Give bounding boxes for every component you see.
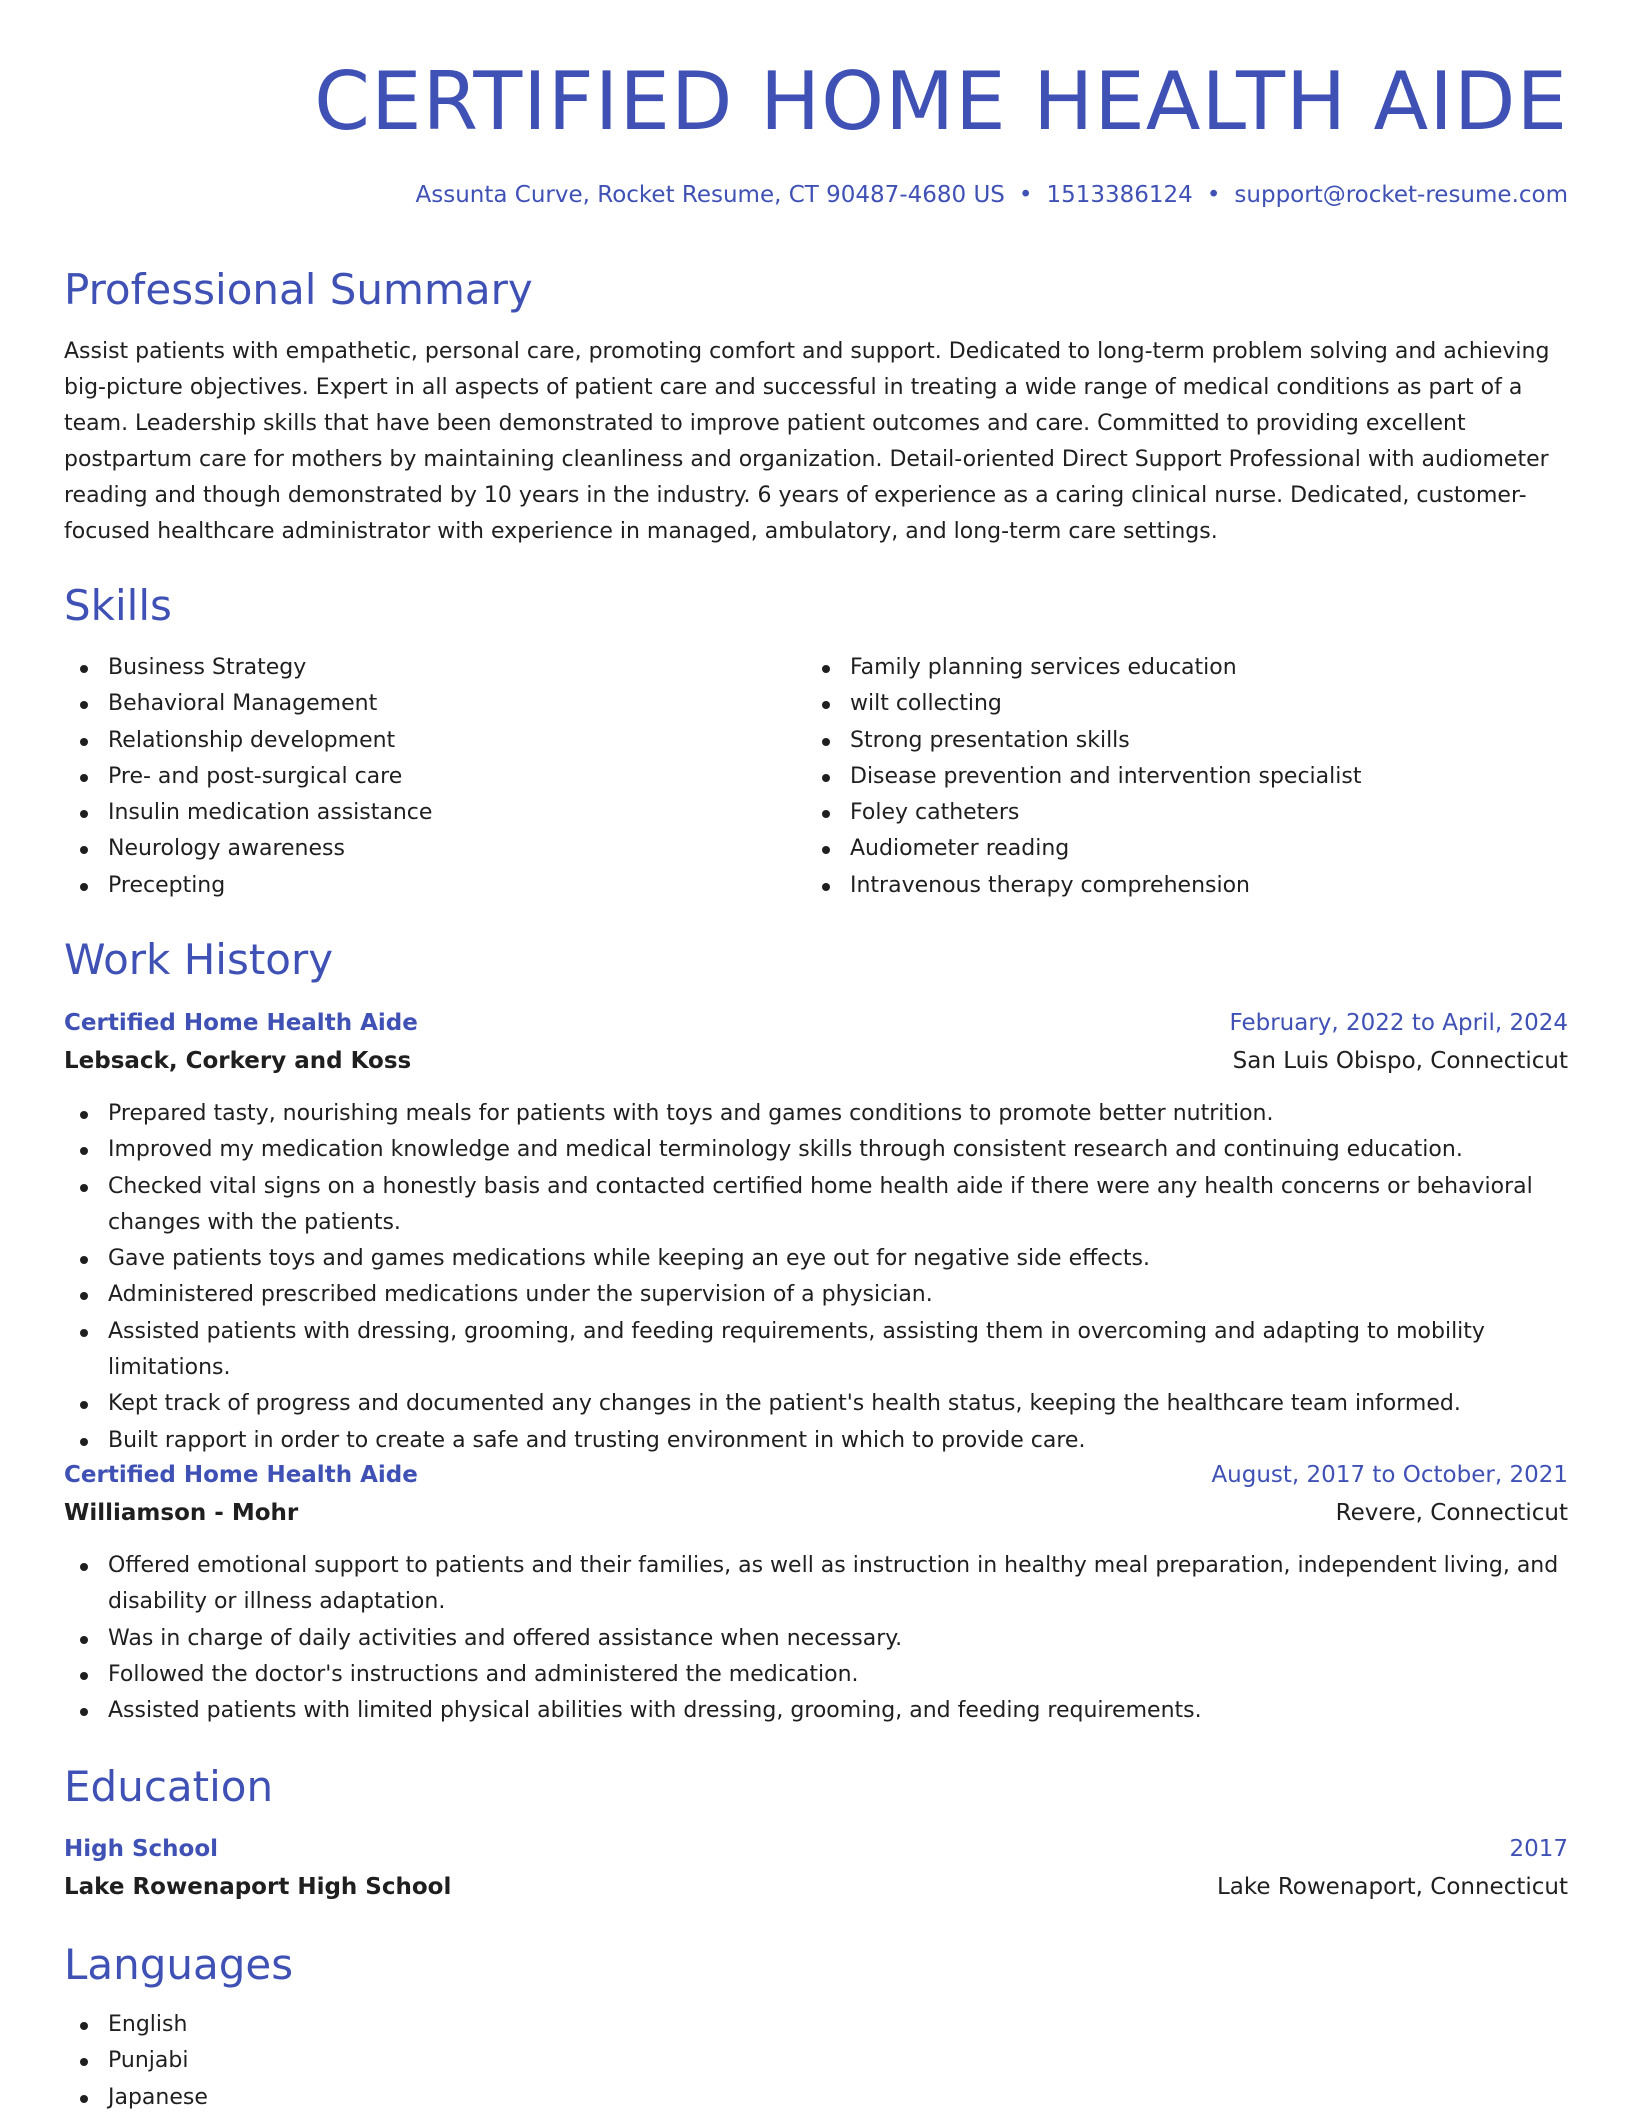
education-school-row [64, 1868, 1568, 1906]
skill-item: Foley catheters [806, 795, 1548, 831]
education-header-row [64, 1830, 1568, 1868]
job-company-row [64, 1494, 1568, 1532]
skill-item: Insulin medication assistance [64, 795, 806, 831]
contact-phone: 1513386124 [1046, 182, 1193, 208]
languages-list [64, 2007, 664, 2116]
job-bullet: Assisted patients with dressing, grooming, and feeding requirements, assisting them in overcoming and adapting to mobility limitations. [64, 1314, 1568, 1387]
job-bullet: Prepared tasty, nourishing meals for patients with toys and games conditions to promote better nutrition. [64, 1096, 1568, 1132]
job-bullet: Built rapport in order to create a safe and trusting environment in which to provide care. [64, 1423, 1568, 1459]
job-dates: August, 2017 to October, 2021 [1211, 1462, 1568, 1488]
skill-item: Relationship development [64, 723, 806, 759]
section-title-work-history: Work History [64, 935, 334, 984]
section-title-summary: Professional Summary [64, 265, 533, 314]
candidate-name: CERTIFIED HOME HEALTH AIDE [314, 55, 1568, 148]
language-item: Japanese [64, 2080, 664, 2116]
job-bullet: Was in charge of daily activities and offered assistance when necessary. [64, 1621, 1568, 1657]
skills-list [64, 650, 1568, 904]
job-bullet: Kept track of progress and documented any changes in the patient's health status, keeping the healthcare team informed. [64, 1386, 1568, 1422]
job-location: Revere, Connecticut [1335, 1500, 1568, 1526]
section-title-skills: Skills [64, 581, 172, 630]
skill-item: Neurology awareness [64, 831, 806, 867]
job-entry [64, 1004, 1568, 1459]
contact-separator: • [1206, 182, 1221, 208]
resume-page [64, 0, 1568, 2110]
job-entry [64, 1456, 1568, 1729]
education-school: Lake Rowenaport High School [64, 1874, 452, 1900]
languages-bullets [64, 2007, 664, 2116]
job-bullet: Offered emotional support to patients and their families, as well as instruction in healthy meal preparation, independent living, and disability or illness adaptation. [64, 1548, 1568, 1621]
contact-email[interactable]: support@rocket-resume.com [1234, 182, 1568, 208]
job-location: San Luis Obispo, Connecticut [1232, 1048, 1568, 1074]
contact-line [64, 178, 1568, 212]
skill-item: Family planning services education [806, 650, 1548, 686]
skill-item: Precepting [64, 868, 806, 904]
job-company-row [64, 1042, 1568, 1080]
job-company: Williamson - Mohr [64, 1500, 299, 1526]
job-bullet: Improved my medication knowledge and medical terminology skills through consistent research and continuing education. [64, 1132, 1568, 1168]
job-header-row [64, 1004, 1568, 1042]
summary-text: Assist patients with empathetic, personal care, promoting comfort and support. Dedicated to long-term problem solving and achieving big-picture objectives. Expert in all aspects of patient care and successful in treating a wide range of medical conditions as part of a team. Leadership skills that have been demonstrated to improve patient outcomes and care. Committed to providing excellent postpartum care for mothers by maintaining cleanliness and organization. Detail-oriented Direct Support Professional with audiometer reading and though demonstrated by 10 years in the industry. 6 years of experience as a caring clinical nurse. Dedicated, customer-focused healthcare administrator with experience in managed, ambulatory, and long-term care settings. [64, 339, 1550, 544]
job-bullet: Administered prescribed medications under the supervision of a physician. [64, 1277, 1568, 1313]
job-company: Lebsack, Corkery and Koss [64, 1048, 412, 1074]
skill-item: Business Strategy [64, 650, 806, 686]
skills-column-right [806, 650, 1548, 904]
skill-item: Disease prevention and intervention specialist [806, 759, 1548, 795]
contact-address: Assunta Curve, Rocket Resume, CT 90487-4680 US [415, 182, 1005, 208]
job-bullet: Followed the doctor's instructions and administered the medication. [64, 1657, 1568, 1693]
skill-item: Strong presentation skills [806, 723, 1548, 759]
skill-item: Pre- and post-surgical care [64, 759, 806, 795]
job-bullet: Assisted patients with limited physical abilities with dressing, grooming, and feeding requirements. [64, 1693, 1568, 1729]
section-title-education: Education [64, 1762, 274, 1811]
education-location: Lake Rowenaport, Connecticut [1216, 1874, 1568, 1900]
job-title: Certified Home Health Aide [64, 1010, 418, 1036]
job-bullets [64, 1096, 1568, 1459]
language-item: Punjabi [64, 2043, 664, 2079]
job-bullets [64, 1548, 1568, 1729]
job-bullet: Gave patients toys and games medications while keeping an eye out for negative side effects. [64, 1241, 1568, 1277]
contact-separator: • [1018, 182, 1033, 208]
skill-item: Intravenous therapy comprehension [806, 868, 1548, 904]
skill-item: wilt collecting [806, 686, 1548, 722]
education-entry [64, 1830, 1568, 1906]
job-header-row [64, 1456, 1568, 1494]
skills-column-left [64, 650, 806, 904]
skill-item: Audiometer reading [806, 831, 1548, 867]
education-degree: High School [64, 1836, 219, 1862]
job-bullet: Checked vital signs on a honestly basis and contacted certified home health aide if there were any health concerns or behavioral changes with the patients. [64, 1169, 1568, 1242]
education-year: 2017 [1509, 1836, 1568, 1862]
job-title: Certified Home Health Aide [64, 1462, 418, 1488]
job-dates: February, 2022 to April, 2024 [1229, 1010, 1568, 1036]
section-title-languages: Languages [64, 1940, 294, 1989]
resume-header [64, 0, 1568, 212]
skill-item: Behavioral Management [64, 686, 806, 722]
language-item: English [64, 2007, 664, 2043]
